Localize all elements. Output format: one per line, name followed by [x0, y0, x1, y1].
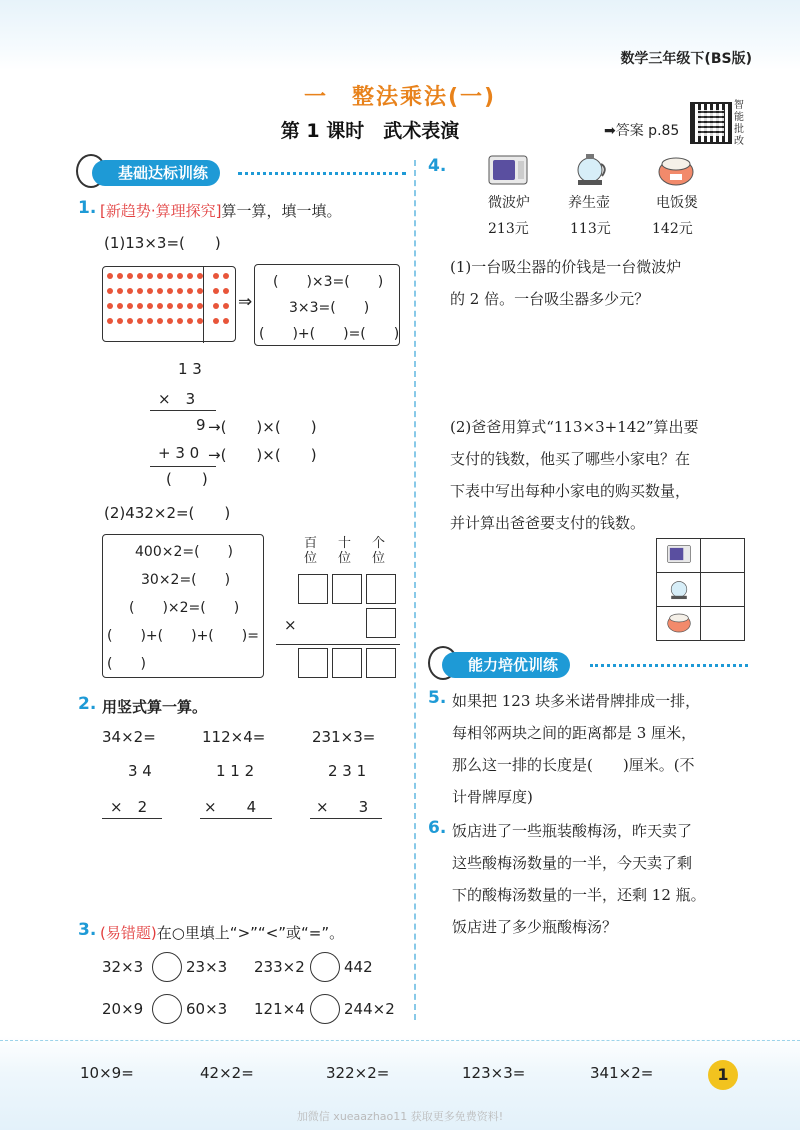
qr-code-icon[interactable] — [690, 102, 732, 144]
compare-circle[interactable] — [310, 952, 340, 982]
vertical-mult: × 3 — [158, 390, 196, 408]
dot — [167, 273, 173, 279]
dot — [127, 303, 133, 309]
dot — [157, 273, 163, 279]
dot — [167, 318, 173, 324]
q3-r2c1-left: 20×9 — [102, 1000, 144, 1018]
section-dots — [590, 664, 748, 667]
q3-r2c2-left: 121×4 — [254, 1000, 305, 1018]
question-number-5: 5. — [428, 688, 447, 708]
q3-r1c2-right: 442 — [344, 958, 373, 976]
q5-line-4: 计骨牌厚度) — [452, 788, 533, 806]
dot — [157, 288, 163, 294]
dot — [187, 288, 193, 294]
fill2-line-3[interactable]: ( )×2=( ) — [129, 600, 240, 616]
dot — [147, 288, 153, 294]
digit-cell-o2[interactable] — [366, 608, 396, 638]
q3-r1c1-right: 23×3 — [186, 958, 228, 976]
question-number-6: 6. — [428, 818, 447, 838]
rice-cooker-icon — [665, 610, 693, 634]
dot — [117, 303, 123, 309]
q1-part2: (2)432×2=( ) — [104, 504, 231, 522]
dot-array-ones — [213, 273, 233, 324]
rice-cooker-icon — [656, 152, 696, 188]
q2-top-3: 2 3 1 — [328, 762, 367, 780]
place-ones: 个 位 — [372, 536, 386, 566]
fill-line-2[interactable]: 3×3=( ) — [289, 300, 370, 316]
q3-prompt: 在○里填上“>”“<”或“=”。 — [156, 924, 345, 942]
q4-p2-line-1: (2)爸爸用算式“113×3+142”算出要 — [450, 418, 699, 436]
q4-p1-line-2: 的 2 倍。一台吸尘器多少元？ — [450, 290, 650, 308]
q5-line-2: 每相邻两块之间的距离都是 3 厘米， — [452, 724, 697, 742]
dot — [137, 303, 143, 309]
q5-line-3[interactable]: 那么这一排的长度是( )厘米。(不 — [452, 756, 695, 774]
dot — [213, 288, 219, 294]
q1-fill-box-2 — [102, 534, 264, 678]
compare-circle[interactable] — [152, 994, 182, 1024]
q2-prompt: 用竖式算一算。 — [102, 698, 208, 716]
footer-exercise-5[interactable]: 341×2= — [590, 1064, 654, 1082]
fill2-line-2[interactable]: 30×2=( ) — [141, 572, 231, 588]
q1-fill-box — [254, 264, 400, 346]
dot — [187, 318, 193, 324]
dot — [147, 273, 153, 279]
q3-r2c2-right: 244×2 — [344, 1000, 395, 1018]
dot — [107, 318, 113, 324]
answer-reference[interactable]: ➡答案 p.85 — [604, 123, 680, 139]
dot — [223, 288, 229, 294]
quantity-cell[interactable] — [701, 539, 745, 573]
question-number-2: 2. — [78, 694, 97, 714]
dot — [157, 303, 163, 309]
fill2-line-5[interactable]: ( ) — [107, 656, 146, 672]
q2-line-1 — [102, 818, 162, 819]
vertical-result[interactable]: ( ) — [166, 470, 208, 488]
appliance-name-3: 电饭煲 — [656, 195, 698, 211]
dot — [107, 273, 113, 279]
question-number-3: 3. — [78, 920, 97, 940]
footer-exercise-2[interactable]: 42×2= — [200, 1064, 254, 1082]
dot — [213, 318, 219, 324]
footer-exercise-1[interactable]: 10×9= — [80, 1064, 134, 1082]
place-line — [276, 644, 400, 645]
fill2-line-1[interactable]: 400×2=( ) — [135, 544, 234, 560]
q3-r2c1-right: 60×3 — [186, 1000, 228, 1018]
dot — [177, 303, 183, 309]
q4-p2-line-2: 支付的钱数，他买了哪些小家电？在 — [450, 450, 691, 468]
fill-line-3[interactable]: ( )+( )=( ) — [259, 326, 400, 342]
q2-mult-1: × 2 — [110, 798, 148, 816]
q3-header — [100, 922, 344, 943]
fill2-line-4[interactable]: ( )+( )+( )= — [107, 628, 259, 644]
dot — [117, 288, 123, 294]
q1-header — [100, 200, 342, 221]
q2-mult-2: × 4 — [204, 798, 257, 816]
q2-top-2: 1 1 2 — [216, 762, 255, 780]
appliance-price-2: 113元 — [570, 221, 611, 237]
digit-cell-t3[interactable] — [332, 648, 362, 678]
quantity-cell[interactable] — [701, 573, 745, 607]
dot — [157, 318, 163, 324]
compare-circle[interactable] — [310, 994, 340, 1024]
fill-line-1[interactable]: ( )×3=( ) — [273, 274, 384, 290]
q2-expr-1: 34×2= — [102, 728, 156, 746]
compare-circle[interactable] — [152, 952, 182, 982]
dot — [137, 318, 143, 324]
q2-line-3 — [310, 818, 382, 819]
section-title-advanced: 能力培优训练 — [442, 652, 570, 678]
q3-tag: (易错题) — [100, 924, 157, 942]
q3-r1c2-left: 233×2 — [254, 958, 305, 976]
dot-array-box — [102, 266, 236, 342]
q1-part1: (1)13×3=( ) — [104, 234, 221, 252]
dot — [147, 318, 153, 324]
dot — [213, 273, 219, 279]
section-dots — [238, 172, 406, 175]
footer-exercise-3[interactable]: 322×2= — [326, 1064, 390, 1082]
q6-line-2: 这些酸梅汤数量的一半，今天卖了剩 — [452, 854, 693, 872]
microwave-icon — [488, 152, 528, 188]
watermark: 加微信 xueaazhao11 获取更多免费资料! — [296, 1110, 504, 1123]
dot — [107, 303, 113, 309]
digit-cell-t1[interactable] — [332, 574, 362, 604]
q6-line-3: 下的酸梅汤数量的一半，还剩 12 瓶。 — [452, 886, 706, 904]
section-title-basic: 基础达标训练 — [92, 160, 220, 186]
dot — [177, 318, 183, 324]
q3-r1c1-left: 32×3 — [102, 958, 144, 976]
dot — [177, 273, 183, 279]
dot — [187, 303, 193, 309]
place-tens: 十 位 — [338, 536, 352, 566]
q2-line-2 — [200, 818, 272, 819]
question-number-1: 1. — [78, 198, 97, 218]
q2-expr-3: 231×3= — [312, 728, 376, 746]
dot — [213, 303, 219, 309]
dot — [137, 288, 143, 294]
q5-line-1: 如果把 123 块多米诺骨牌排成一排， — [452, 692, 701, 710]
question-number-4: 4. — [428, 156, 447, 176]
place-times-sign: × — [284, 616, 297, 634]
kettle-icon — [570, 150, 610, 186]
q1-prompt: 算一算，填一填。 — [221, 202, 342, 220]
q2-expr-2: 112×4= — [202, 728, 266, 746]
q2-mult-3: × 3 — [316, 798, 369, 816]
q1-tag: [新趋势·算理探究] — [100, 202, 222, 220]
vertical-row2-hint[interactable]: →( )×( ) — [208, 446, 317, 464]
dot — [187, 273, 193, 279]
table-row — [657, 573, 701, 607]
dot — [167, 303, 173, 309]
footer-exercise-4[interactable]: 123×3= — [462, 1064, 526, 1082]
dot — [167, 288, 173, 294]
appliance-name-1: 微波炉 — [488, 195, 530, 211]
q4-p2-line-4: 并计算出爸爸要支付的钱数。 — [450, 514, 646, 532]
digit-cell-o3[interactable] — [366, 648, 396, 678]
place-hundreds: 百 位 — [304, 536, 318, 566]
dot — [137, 273, 143, 279]
digit-cell-o1[interactable] — [366, 574, 396, 604]
digit-cell-h3[interactable] — [298, 648, 328, 678]
vertical-row2: + 3 0 — [158, 444, 200, 462]
digit-cell-h1[interactable] — [298, 574, 328, 604]
q6-line-4: 饭店进了多少瓶酸梅汤？ — [452, 918, 618, 936]
dot — [177, 288, 183, 294]
microwave-icon — [665, 543, 693, 565]
q6-line-1: 饭店进了一些瓶装酸梅汤，昨天卖了 — [452, 822, 693, 840]
quantity-cell[interactable] — [701, 607, 745, 641]
footer-divider — [0, 1040, 800, 1041]
table-row — [657, 607, 701, 641]
dot — [223, 303, 229, 309]
dot — [127, 288, 133, 294]
dot — [147, 303, 153, 309]
dot — [117, 273, 123, 279]
dot — [223, 318, 229, 324]
dot — [127, 273, 133, 279]
dot — [223, 273, 229, 279]
dot — [127, 318, 133, 324]
vertical-line-2 — [150, 466, 216, 467]
vertical-row1: 9 — [196, 416, 206, 434]
purchase-table — [656, 538, 745, 641]
appliance-price-1: 213元 — [488, 221, 529, 237]
vertical-line-1 — [150, 410, 216, 411]
dot — [117, 318, 123, 324]
kettle-icon — [666, 576, 692, 600]
qr-label: 智能批改 — [734, 100, 744, 147]
book-title: 数学三年级下(BS版) — [620, 51, 752, 67]
vertical-row1-hint[interactable]: →( )×( ) — [208, 418, 317, 436]
dot-array-tens — [107, 273, 207, 324]
q4-p1-line-1: (1)一台吸尘器的价钱是一台微波炉 — [450, 258, 682, 276]
q2-top-1: 3 4 — [128, 762, 152, 780]
chapter-title: 一 整法乘法(一) — [303, 85, 497, 110]
dot — [107, 288, 113, 294]
vertical-top: 1 3 — [178, 360, 202, 378]
column-divider — [414, 160, 416, 1020]
table-row — [657, 539, 701, 573]
page-number: 1 — [708, 1060, 738, 1090]
lesson-title: 第 1 课时 武术表演 — [280, 120, 460, 142]
arrow-icon: ⇒ — [238, 292, 253, 312]
appliance-name-2: 养生壶 — [568, 195, 610, 211]
appliance-price-3: 142元 — [652, 221, 693, 237]
q4-p2-line-3: 下表中写出每种小家电的购买数量， — [450, 482, 691, 500]
dot-array-split — [203, 267, 204, 343]
